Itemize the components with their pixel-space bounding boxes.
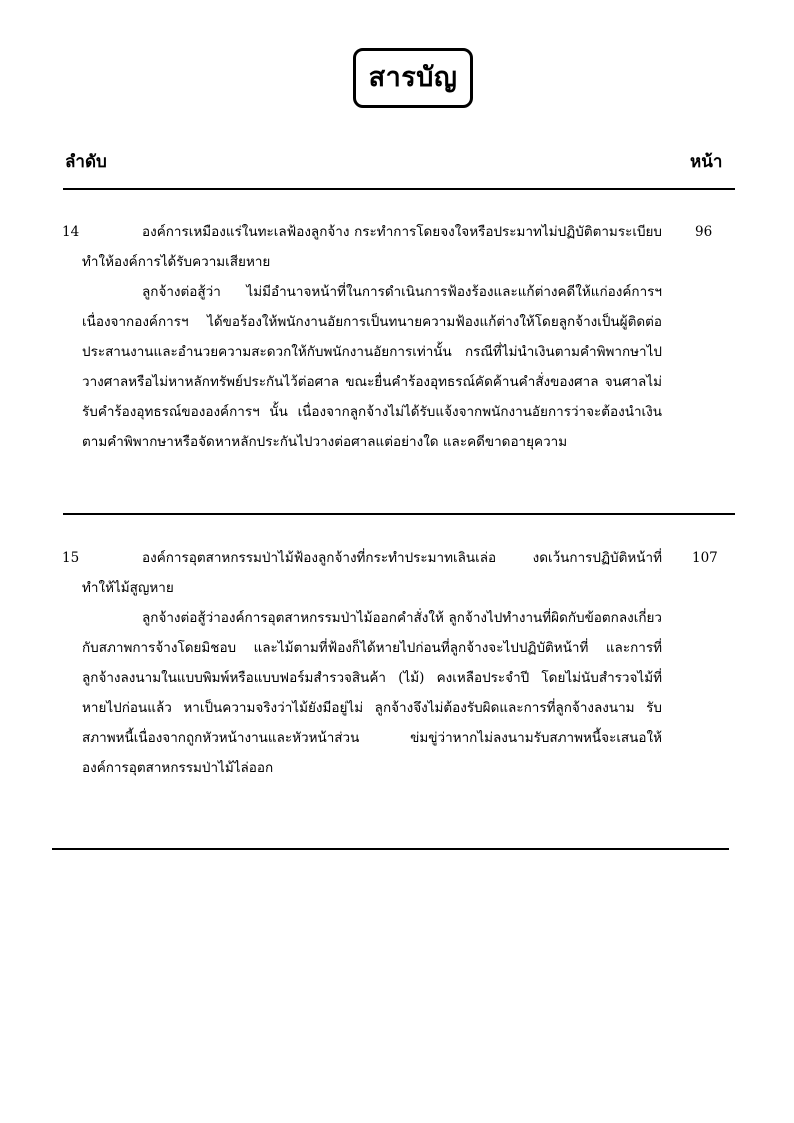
entry-body [82,543,662,783]
toc-entry [62,217,742,507]
entry-title: องค์การเหมืองแร่ในทะเลฟ้องลูกจ้าง กระทำการโดยจงใจหรือประมาทไม่ปฏิบัติตามระเบียบทำให้องค์การได้รับความเสียหาย [82,224,662,270]
entry-summary: ลูกจ้างต่อสู้ว่า ไม่มีอำนาจหน้าที่ในการดำเนินการฟ้องร้องและแก้ต่างคดีให้แก่องค์การฯ เนื่องจากองค์การฯ ได้ขอร้องให้พนักงานอัยการเป็นทนายความฟ้องแก้ต่างให้โดยลูกจ้างเป็นผู้ติดต่อประสานงานและอำนวยความสะดวกให้กับพนักงานอัยการเท่านั้น กรณีที่ไม่นำเงินตามคำพิพากษาไปวางศาลหรือไม่หาหลักทรัพย์ประกันไว้ต่อศาล ขณะยื่นคำร้องอุทธรณ์คัดค้านคำสั่งของศาล จนศาลไม่รับคำร้องอุทธรณ์ขององค์การฯ นั้น เนื่องจากลูกจ้างไม่ได้รับแจ้งจากพนักงานอัยการว่าจะต้องนำเงินตามคำพิพากษาหรือจัดหาหลักประกันไปวางต่อศาลแต่อย่างใด และคดีขาดอายุความ [82,284,662,450]
entry-divider [63,513,735,515]
column-header-order: ลำดับ [65,152,107,172]
bottom-divider [52,848,729,850]
entry-page-number: 107 [692,550,718,566]
header-divider [63,188,735,190]
entry-summary: ลูกจ้างต่อสู้ว่าองค์การอุตสาหกรรมป่าไม้ออกคำสั่งให้ ลูกจ้างไปทำงานที่ผิดกับข้อตกลงเกี่ยวกับสภาพการจ้างโดยมิชอบ และไม้ตามที่ฟ้องก็ได้หายไปก่อนที่ลูกจ้างจะไปปฏิบัติหน้าที่ และการที่ลูกจ้างลงนามในแบบพิมพ์หรือแบบฟอร์มสำรวจสินค้า (ไม้) คงเหลือประจำปี โดยไม่นับสำรวจไม้ที่หายไปก่อนแล้ว หาเป็นความจริงว่าไม้ยังมีอยู่ไม่ ลูกจ้างจึงไม่ต้องรับผิดและการที่ลูกจ้างลงนาม รับสภาพหนี้เนื่องจากถูกหัวหน้างานและหัวหน้าส่วน ข่มขู่ว่าหากไม่ลงนามรับสภาพหนี้จะเสนอให้องค์การอุตสาหกรรมป่าไม้ไล่ออก [82,610,662,776]
title-box [353,48,473,108]
column-header-page: หน้า [690,152,723,172]
entry-body [82,217,662,457]
entry-page-number: 96 [695,224,713,240]
page-title: สารบัญ [368,61,458,93]
entry-title: องค์การอุตสาหกรรมป่าไม้ฟ้องลูกจ้างที่กระทำประมาทเลินเล่อ งดเว้นการปฏิบัติหน้าที่ ทำให้ไม้สูญหาย [82,550,662,596]
entry-number: 14 [62,224,80,240]
toc-entry [62,543,742,833]
entry-number: 15 [62,550,80,566]
